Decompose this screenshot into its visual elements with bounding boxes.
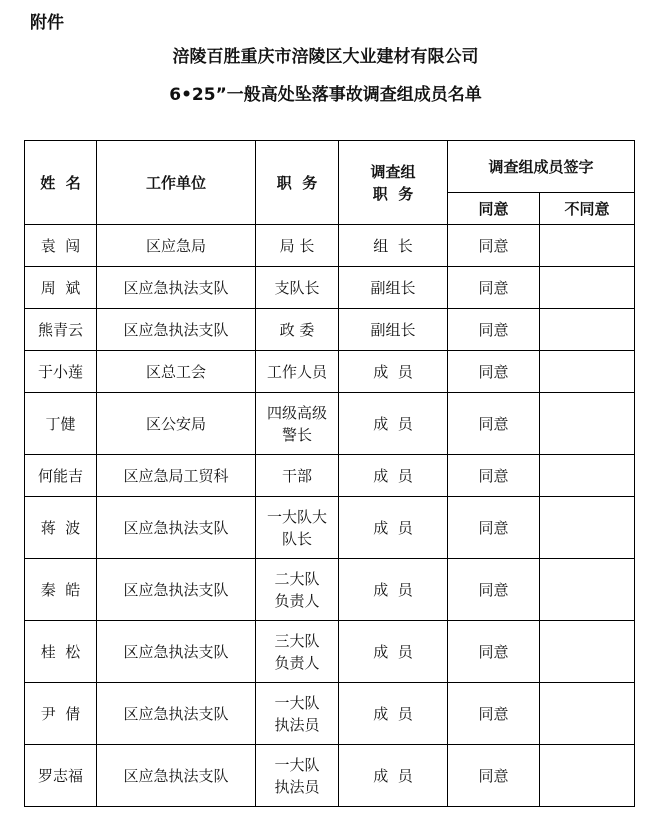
member-unit: 区应急局工贸科 (97, 455, 256, 497)
header-signature: 调查组成员签字 (448, 141, 635, 193)
member-position: 一大队大 队长 (256, 497, 339, 559)
member-group-role: 组 长 (339, 225, 448, 267)
header-name: 姓 名 (25, 141, 97, 225)
member-disagree (540, 393, 635, 455)
member-disagree (540, 621, 635, 683)
member-unit: 区应急执法支队 (97, 497, 256, 559)
member-disagree (540, 351, 635, 393)
member-position: 二大队 负责人 (256, 559, 339, 621)
member-name: 桂 松 (25, 621, 97, 683)
member-agree: 同意 (448, 309, 540, 351)
member-agree: 同意 (448, 455, 540, 497)
table-row (25, 393, 635, 455)
table-row (25, 559, 635, 621)
table-row (25, 351, 635, 393)
member-unit: 区应急执法支队 (97, 559, 256, 621)
table-row (25, 683, 635, 745)
member-disagree (540, 225, 635, 267)
member-name: 尹 倩 (25, 683, 97, 745)
member-group-role: 成 员 (339, 745, 448, 807)
member-agree: 同意 (448, 745, 540, 807)
member-group-role: 成 员 (339, 455, 448, 497)
member-agree: 同意 (448, 559, 540, 621)
member-name: 丁健 (25, 393, 97, 455)
document-title-line1: 涪陵百胜重庆市涪陵区大业建材有限公司 (172, 47, 479, 67)
member-position: 政 委 (256, 309, 339, 351)
table-row (25, 455, 635, 497)
attachment-label: 附件 (30, 13, 64, 33)
member-unit: 区应急执法支队 (97, 621, 256, 683)
member-name: 熊青云 (25, 309, 97, 351)
member-name: 罗志福 (25, 745, 97, 807)
member-unit: 区应急局 (97, 225, 256, 267)
member-position: 一大队 执法员 (256, 683, 339, 745)
member-position: 三大队 负责人 (256, 621, 339, 683)
member-unit: 区应急执法支队 (97, 683, 256, 745)
header-group-role: 调查组 职 务 (339, 141, 448, 225)
table-row (25, 621, 635, 683)
member-unit: 区应急执法支队 (97, 745, 256, 807)
table-row (25, 267, 635, 309)
member-name: 何能吉 (25, 455, 97, 497)
header-position: 职 务 (256, 141, 339, 225)
member-position: 局 长 (256, 225, 339, 267)
table-row (25, 309, 635, 351)
member-position: 干部 (256, 455, 339, 497)
header-row (25, 141, 635, 193)
member-disagree (540, 559, 635, 621)
member-group-role: 成 员 (339, 621, 448, 683)
member-disagree (540, 745, 635, 807)
member-disagree (540, 497, 635, 559)
member-position: 四级高级 警长 (256, 393, 339, 455)
document-title-line2: 6•25”一般高处坠落事故调查组成员名单 (169, 85, 482, 105)
member-name: 秦 皓 (25, 559, 97, 621)
member-name: 于小莲 (25, 351, 97, 393)
member-table (24, 140, 635, 807)
member-unit: 区应急执法支队 (97, 309, 256, 351)
member-disagree (540, 683, 635, 745)
member-name: 蒋 波 (25, 497, 97, 559)
member-unit: 区应急执法支队 (97, 267, 256, 309)
member-group-role: 成 员 (339, 351, 448, 393)
member-disagree (540, 267, 635, 309)
member-agree: 同意 (448, 351, 540, 393)
member-unit: 区总工会 (97, 351, 256, 393)
member-group-role: 副组长 (339, 309, 448, 351)
member-unit: 区公安局 (97, 393, 256, 455)
member-agree: 同意 (448, 267, 540, 309)
member-name: 袁 闯 (25, 225, 97, 267)
member-agree: 同意 (448, 683, 540, 745)
table-row (25, 497, 635, 559)
member-disagree (540, 455, 635, 497)
member-group-role: 成 员 (339, 393, 448, 455)
member-agree: 同意 (448, 393, 540, 455)
member-group-role: 成 员 (339, 559, 448, 621)
member-group-role: 成 员 (339, 497, 448, 559)
member-disagree (540, 309, 635, 351)
member-position: 工作人员 (256, 351, 339, 393)
member-agree: 同意 (448, 225, 540, 267)
member-agree: 同意 (448, 497, 540, 559)
table-row (25, 225, 635, 267)
member-group-role: 副组长 (339, 267, 448, 309)
member-position: 一大队 执法员 (256, 745, 339, 807)
table-row (25, 745, 635, 807)
member-agree: 同意 (448, 621, 540, 683)
header-agree: 同意 (448, 193, 540, 225)
member-name: 周 斌 (25, 267, 97, 309)
member-position: 支队长 (256, 267, 339, 309)
header-unit: 工作单位 (97, 141, 256, 225)
member-group-role: 成 员 (339, 683, 448, 745)
header-disagree: 不同意 (540, 193, 635, 225)
